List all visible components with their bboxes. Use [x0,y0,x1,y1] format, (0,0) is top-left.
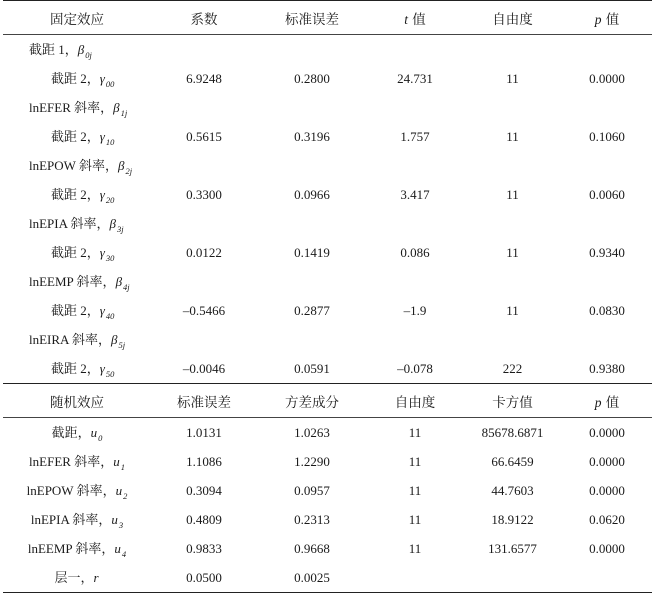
p-value-cell: 0.0000 [589,540,625,556]
p-value-cell [562,325,652,354]
row-label-subscript: 00 [105,79,115,89]
df-cell [463,209,562,238]
header-coefficient: 系数 [151,1,257,35]
df-cell [463,35,562,65]
coefficient-cell [151,35,257,65]
df-cell: 11 [506,186,519,202]
std-error-cell: 0.0591 [294,360,330,376]
random-effects-body [3,418,652,593]
df-cell: 11 [408,482,422,498]
coefficient-cell [151,151,257,180]
fixed-effects-body [3,35,652,384]
df-cell: 11 [408,540,422,556]
std-error-cell: 0.4809 [186,511,222,527]
t-value-cell [367,267,463,296]
p-value-cell [562,93,652,122]
std-error-cell [257,93,367,122]
table-row [3,64,652,93]
coefficient-cell: 0.3300 [186,186,222,202]
coefficient-cell [151,93,257,122]
coefficient-cell: –0.5466 [182,302,226,318]
row-label-symbol: γ [99,71,105,86]
t-value-cell [367,209,463,238]
row-label [3,122,151,151]
std-error-cell: 0.3196 [294,128,330,144]
std-error-cell: 1.1086 [186,453,222,469]
df-cell: 11 [506,70,519,86]
row-label-text: 截距 2， [51,361,100,376]
variance-cell: 0.9668 [294,540,330,556]
p-value-cell: 0.1060 [589,128,625,144]
table-row [3,151,652,180]
variance-cell: 0.0957 [294,482,330,498]
t-value-cell [367,93,463,122]
df-cell [367,563,463,593]
table-row [3,476,652,505]
row-label [3,35,151,65]
variance-cell: 1.0263 [294,424,330,440]
row-label-symbol: γ [99,361,105,376]
row-label-text: lnEFER 斜率， [29,454,114,469]
row-label-symbol: u [113,454,120,469]
row-label [3,151,151,180]
chi-square-cell: 18.9122 [491,511,534,527]
row-label-text: 截距 2， [51,245,100,260]
row-label-subscript: 20 [105,195,115,205]
header-variance-component: 方差成分 [257,384,367,418]
row-label-symbol: β [109,216,117,231]
std-error-cell: 1.0131 [186,424,222,440]
row-label-symbol: u [90,425,98,440]
df-cell: 11 [408,511,422,527]
t-value-cell [367,151,463,180]
df-cell: 222 [502,360,523,376]
std-error-cell [257,267,367,296]
std-error-cell: 0.3094 [186,482,222,498]
row-label [3,325,151,354]
row-label-subscript: 3j [117,224,124,234]
std-error-cell: 0.0500 [151,563,257,593]
coefficient-cell [151,325,257,354]
std-error-cell: 0.0966 [294,186,330,202]
row-label [3,180,151,209]
df-cell: 11 [408,453,422,469]
row-label-text: lnEPOW 斜率， [26,483,116,498]
row-label-symbol: γ [99,187,105,202]
row-label [3,505,151,534]
p-value-cell: 0.9340 [589,244,625,260]
row-label-subscript: 50 [105,369,115,379]
table-row [3,563,652,593]
chi-square-cell: 44.7603 [491,482,534,498]
p-value-cell [562,151,652,180]
variance-cell: 0.2313 [294,511,330,527]
df-cell [463,267,562,296]
table-row [3,93,652,122]
std-error-cell [257,209,367,238]
row-label-subscript: 40 [105,311,115,321]
std-error-cell: 0.2800 [294,70,330,86]
table-row [3,267,652,296]
df-cell: 11 [506,302,519,318]
t-value-cell: 24.731 [397,70,433,86]
row-label-text: 截距 2， [51,303,100,318]
t-value-cell: 3.417 [400,186,430,202]
t-value-cell: –1.9 [403,302,427,318]
row-label-symbol: β [117,158,125,173]
p-value-cell: 0.0000 [589,70,625,86]
row-label [3,563,151,593]
fixed-effects-header-row [3,1,652,35]
row-label-subscript: 10 [105,137,115,147]
df-cell [463,151,562,180]
table-row [3,209,652,238]
row-label [3,209,151,238]
row-label-text: lnEIRA 斜率， [29,332,111,347]
table-row [3,238,652,267]
row-label-text: 截距 2， [51,187,100,202]
table-row [3,418,652,448]
t-value-cell: –0.078 [397,360,433,376]
p-value-cell: 0.0000 [589,482,625,498]
p-value-cell [562,209,652,238]
p-value-cell [562,563,652,593]
row-label-subscript: 0j [85,50,92,60]
row-label-symbol: r [93,570,99,585]
std-error-cell: 0.1419 [294,244,330,260]
row-label-subscript: 5j [118,340,126,350]
p-value-cell: 0.0060 [589,186,625,202]
df-cell: 11 [506,244,519,260]
row-label [3,476,151,505]
row-label-subscript: 2 [123,491,128,501]
df-cell [463,325,562,354]
p-symbol: p [594,11,602,27]
header-chi-square: 卡方值 [463,384,562,418]
hlm-results-table [3,0,652,593]
df-cell: 11 [506,128,519,144]
std-error-cell [257,35,367,65]
p-symbol-random: p [594,394,602,410]
coefficient-cell [151,267,257,296]
p-value-cell: 0.0620 [589,511,625,527]
row-label [3,354,151,384]
table-row [3,122,652,151]
row-label-symbol: u [115,483,123,498]
chi-square-cell: 66.6459 [491,453,534,469]
row-label-symbol: β [115,274,123,289]
row-label-symbol: β [113,100,120,115]
row-label-text: lnEEMP 斜率， [27,541,115,556]
coefficient-cell [151,209,257,238]
coefficient-cell: 6.9248 [186,70,222,86]
coefficient-cell: 0.5615 [186,128,222,144]
row-label-subscript: 0 [98,433,103,443]
row-label-subscript: 4 [121,549,127,559]
row-label [3,267,151,296]
header-df-random: 自由度 [367,384,463,418]
header-std-error: 标准误差 [257,1,367,35]
t-symbol: t [404,11,408,27]
t-value-cell [367,35,463,65]
row-label-text: 截距 2， [51,71,100,86]
table-row [3,534,652,563]
header-fixed-effect: 固定效应 [3,1,151,35]
row-label-subscript: 30 [105,253,115,263]
row-label-text: lnEPIA 斜率， [30,512,112,527]
p-value-cell: 0.0000 [589,424,625,440]
row-label-symbol: γ [99,129,105,144]
row-label-text: 截距 2， [51,129,100,144]
coefficient-cell: –0.0046 [182,360,226,376]
p-value-cell [562,35,652,65]
row-label-text: 层一， [54,570,94,585]
row-label-text: lnEEMP 斜率， [29,274,116,289]
table-row [3,354,652,384]
row-label [3,93,151,122]
p-value-cell: 0.0830 [589,302,625,318]
header-std-error-random: 标准误差 [151,384,257,418]
row-label-symbol: u [111,512,118,527]
p-value-cell: 0.0000 [589,453,625,469]
header-p-value: p 值 [562,1,652,35]
table-row [3,180,652,209]
row-label [3,296,151,325]
std-error-cell: 0.2877 [294,302,330,318]
row-label-symbol: u [114,541,121,556]
table-row [3,325,652,354]
header-t-value: t 值 [367,1,463,35]
table-row [3,447,652,476]
header-df: 自由度 [463,1,562,35]
df-cell [463,93,562,122]
row-label-subscript: 2j [125,166,133,176]
row-label-text: 截距， [51,425,91,440]
table-row [3,505,652,534]
row-label [3,64,151,93]
random-effects-header-row [3,384,652,418]
p-value-cell [562,267,652,296]
row-label-symbol: γ [99,303,105,318]
row-label-text: lnEPIA 斜率， [29,216,110,231]
row-label-symbol: γ [99,245,105,260]
row-label-symbol: β [77,42,85,57]
row-label-subscript: 1 [120,462,125,472]
df-cell: 11 [408,424,422,440]
chi-square-cell: 131.6577 [488,540,537,556]
t-value-cell: 0.086 [400,244,430,260]
std-error-cell: 0.9833 [186,540,222,556]
variance-cell: 1.2290 [294,453,330,469]
row-label-symbol: β [110,332,118,347]
variance-cell: 0.0025 [257,563,367,593]
row-label [3,534,151,563]
coefficient-cell: 0.0122 [186,244,222,260]
chi-square-cell: 85678.6871 [481,424,544,440]
t-value-cell: 1.757 [400,128,430,144]
table-row [3,35,652,65]
chi-square-cell [463,563,562,593]
row-label-subscript: 1j [120,108,128,118]
p-value-cell: 0.9380 [589,360,625,376]
row-label [3,447,151,476]
table-row [3,296,652,325]
header-random-effect: 随机效应 [3,384,151,418]
row-label [3,238,151,267]
row-label-subscript: 4j [123,282,130,292]
std-error-cell [257,325,367,354]
header-p-value-random: p 值 [562,384,652,418]
std-error-cell [257,151,367,180]
row-label [3,418,151,448]
row-label-subscript: 3 [118,520,124,530]
row-label-text: 截距 1， [29,42,78,57]
row-label-text: lnEPOW 斜率， [29,158,118,173]
row-label-text: lnEFER 斜率， [29,100,114,115]
t-value-cell [367,325,463,354]
